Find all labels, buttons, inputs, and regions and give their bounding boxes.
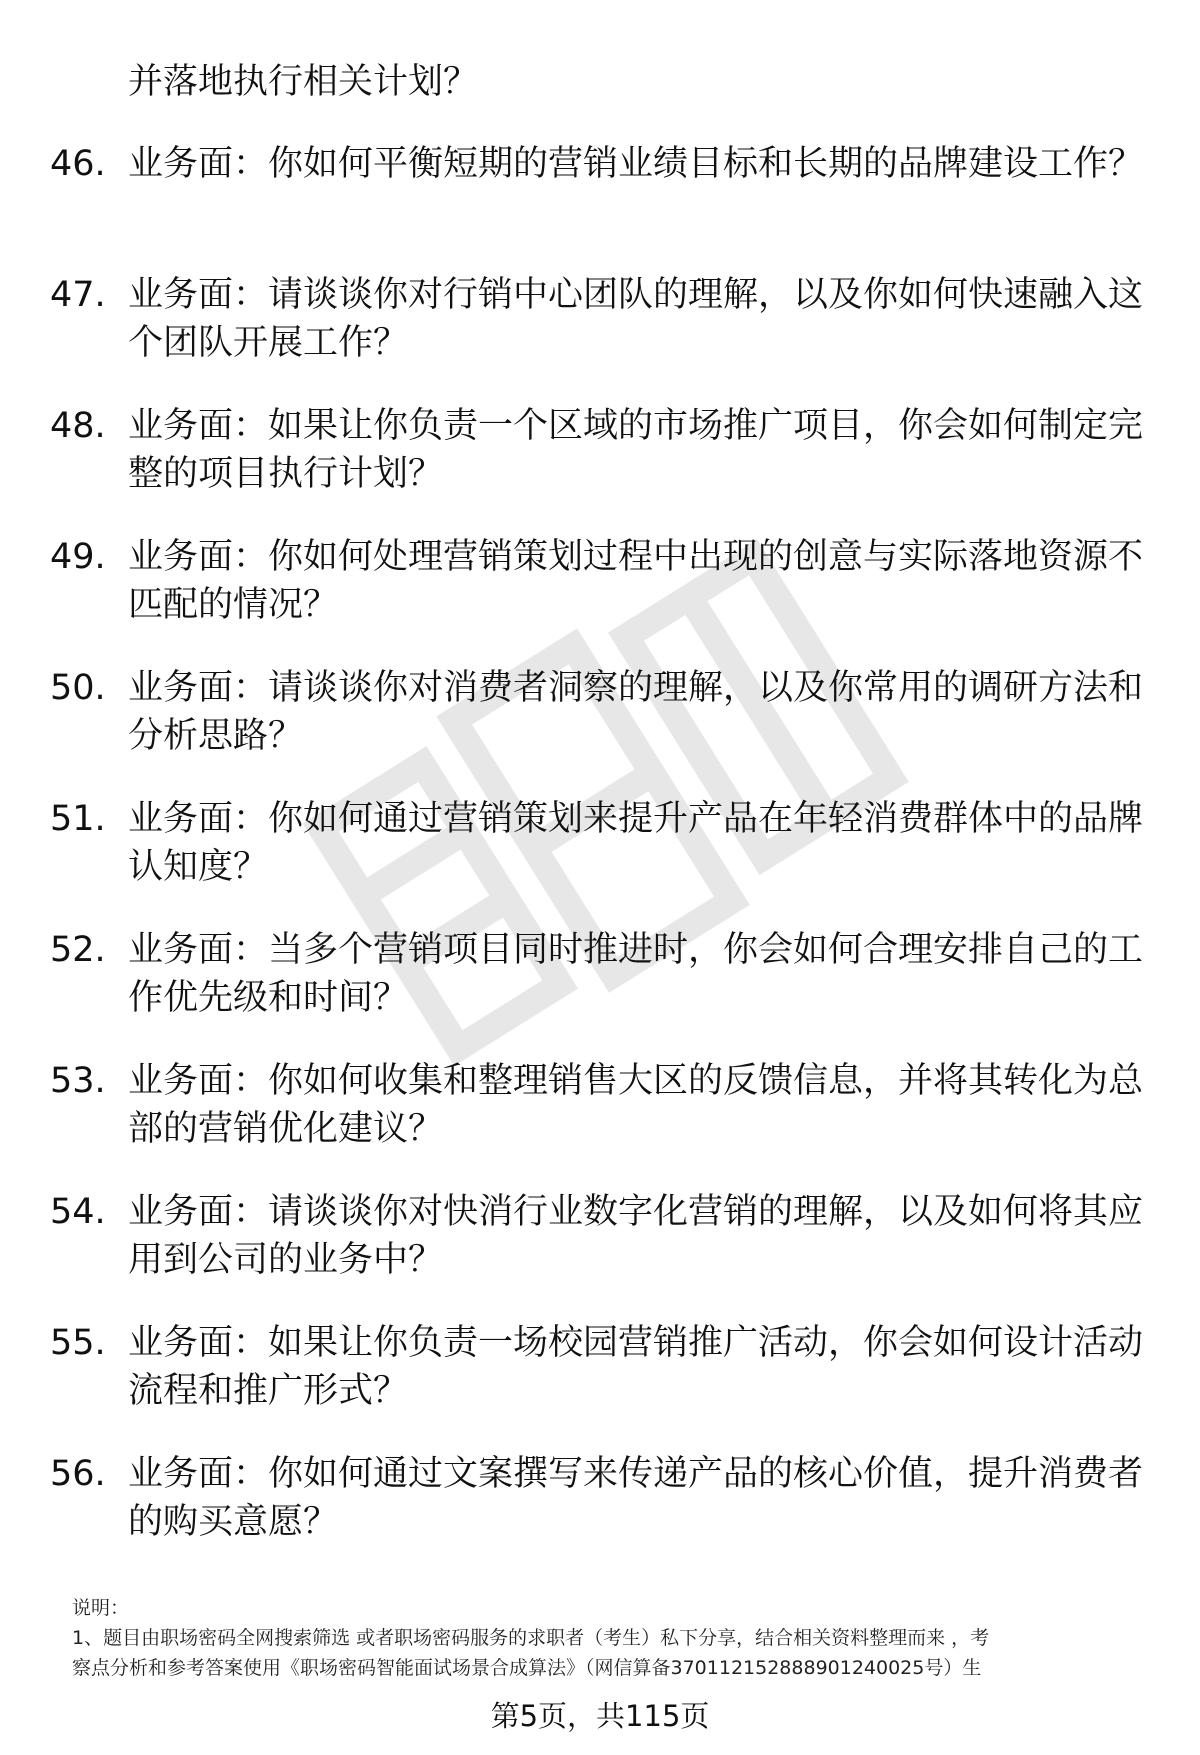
notes-line: 1、题目由职场密码全网搜索筛选 或者职场密码服务的求职者（考生）私下分享，结合相关资料整理而来 ，考	[72, 1627, 990, 1649]
page-number: 第5页，共115页	[490, 1699, 710, 1733]
list-item	[50, 533, 1160, 664]
question-number: 53.	[50, 1061, 106, 1101]
list-item	[50, 271, 1160, 402]
question-number: 55.	[50, 1323, 106, 1363]
question-number: 52.	[50, 930, 106, 970]
list-item	[50, 664, 1160, 795]
list-item	[50, 1057, 1160, 1188]
question-number: 47.	[50, 275, 106, 315]
list-item	[50, 926, 1160, 1057]
question-text: 业务面：请谈谈你对消费者洞察的理解，以及你常用的调研方法和分析思路？	[128, 668, 1144, 756]
continuation-text: 并落地执行相关计划？	[128, 62, 479, 102]
question-number: 46.	[50, 144, 106, 184]
question-number: 49.	[50, 537, 106, 577]
list-item	[50, 795, 1160, 926]
question-text: 业务面：当多个营销项目同时推进时，你会如何合理安排自己的工作优先级和时间？	[128, 930, 1144, 1018]
question-number: 51.	[50, 799, 106, 839]
question-list	[50, 140, 1160, 1581]
list-item	[50, 1450, 1160, 1581]
list-item	[50, 1319, 1160, 1450]
notes-line: 察点分析和参考答案使用《职场密码智能面试场景合成算法》（网信算备370112152888901240025号）生	[72, 1657, 982, 1679]
question-text: 业务面：你如何处理营销策划过程中出现的创意与实际落地资源不匹配的情况？	[128, 537, 1144, 625]
list-item	[50, 1188, 1160, 1319]
question-text: 业务面：请谈谈你对行销中心团队的理解，以及你如何快速融入这个团队开展工作？	[128, 275, 1144, 363]
question-text: 业务面：如果让你负责一场校园营销推广活动，你会如何设计活动流程和推广形式？	[128, 1323, 1144, 1411]
notes-section	[72, 1593, 1162, 1683]
question-number: 56.	[50, 1454, 106, 1494]
notes-heading: 说明：	[72, 1597, 130, 1619]
question-number: 50.	[50, 668, 106, 708]
question-text: 业务面：你如何通过文案撰写来传递产品的核心价值，提升消费者的购买意愿？	[128, 1454, 1144, 1542]
question-text: 业务面：请谈谈你对快消行业数字化营销的理解，以及如何将其应用到公司的业务中？	[128, 1192, 1144, 1280]
question-number: 48.	[50, 406, 106, 446]
question-text: 业务面：如果让你负责一个区域的市场推广项目，你会如何制定完整的项目执行计划？	[128, 406, 1144, 494]
question-text: 业务面：你如何平衡短期的营销业绩目标和长期的品牌建设工作？	[128, 144, 1144, 184]
list-item	[50, 140, 1160, 271]
list-item	[50, 402, 1160, 533]
question-number: 54.	[50, 1192, 106, 1232]
question-text: 业务面：你如何通过营销策划来提升产品在年轻消费群体中的品牌认知度？	[128, 799, 1144, 887]
question-text: 业务面：你如何收集和整理销售大区的反馈信息，并将其转化为总部的营销优化建议？	[128, 1061, 1144, 1149]
